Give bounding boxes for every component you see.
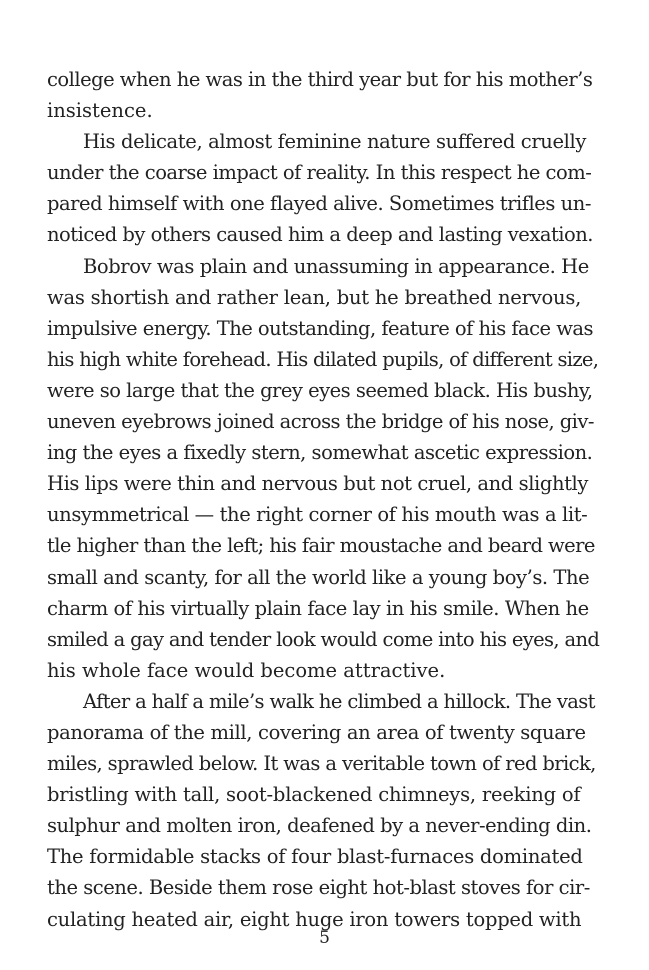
text-line: smiled a gay and tender look would come into his eyes, and bbox=[47, 627, 600, 651]
text-line: the scene. Beside them rose eight hot-blast stoves for cir- bbox=[47, 876, 590, 900]
paragraph bbox=[47, 64, 593, 126]
text-line: pared himself with one flayed alive. Sometimes trifles un- bbox=[47, 192, 591, 216]
text-line: were so large that the grey eyes seemed black. His bushy, bbox=[47, 378, 593, 402]
text-line: his whole face would become attractive. bbox=[47, 658, 446, 682]
text-line: sulphur and molten iron, deafened by a never-ending din. bbox=[47, 814, 592, 838]
text-line: miles, sprawled below. It was a veritable town of red brick, bbox=[47, 752, 596, 776]
text-line: His lips were thin and nervous but not cruel, and slightly bbox=[47, 472, 588, 496]
text-line: After a half a mile’s walk he climbed a hillock. The vast bbox=[83, 689, 595, 713]
text-line: his high white forehead. His dilated pupils, of different size, bbox=[47, 347, 599, 371]
text-line: tle higher than the left; his fair moustache and beard were bbox=[47, 534, 595, 558]
text-line: college when he was in the third year but for his mother’s bbox=[47, 68, 593, 91]
text-line: culating heated air, eight huge iron towers topped with bbox=[47, 907, 582, 931]
page-number: 5 bbox=[319, 928, 330, 948]
text-line: small and scanty, for all the world like a young boy’s. The bbox=[47, 565, 590, 589]
text-line: The formidable stacks of four blast-furnaces dominated bbox=[47, 845, 583, 869]
text-line: unsymmetrical — the right corner of his mouth was a lit- bbox=[47, 503, 588, 527]
text-line: bristling with tall, soot-blackened chimneys, reeking of bbox=[47, 783, 581, 807]
text-line: was shortish and rather lean, but he breathed nervous, bbox=[47, 285, 582, 309]
text-line: insistence. bbox=[47, 99, 153, 123]
body-text bbox=[47, 64, 600, 935]
text-line: Bobrov was plain and unassuming in appearance. He bbox=[83, 254, 589, 278]
paragraph bbox=[47, 686, 596, 935]
text-line: panorama of the mill, covering an area of twenty square bbox=[47, 720, 586, 744]
paragraph bbox=[47, 126, 593, 250]
text-line: ing the eyes a fixedly stern, somewhat ascetic expression. bbox=[47, 441, 593, 465]
text-line: impulsive energy. The outstanding, feature of his face was bbox=[47, 316, 593, 340]
text-line: charm of his virtually plain face lay in his smile. When he bbox=[47, 596, 589, 620]
text-line: noticed by others caused him a deep and lasting vexation. bbox=[47, 223, 593, 247]
text-line: uneven eyebrows joined across the bridge of his nose, giv- bbox=[47, 410, 594, 434]
paragraph bbox=[47, 251, 600, 686]
text-line: His delicate, almost feminine nature suffered cruelly bbox=[83, 130, 587, 154]
text-line: under the coarse impact of reality. In this respect he com- bbox=[47, 161, 592, 185]
